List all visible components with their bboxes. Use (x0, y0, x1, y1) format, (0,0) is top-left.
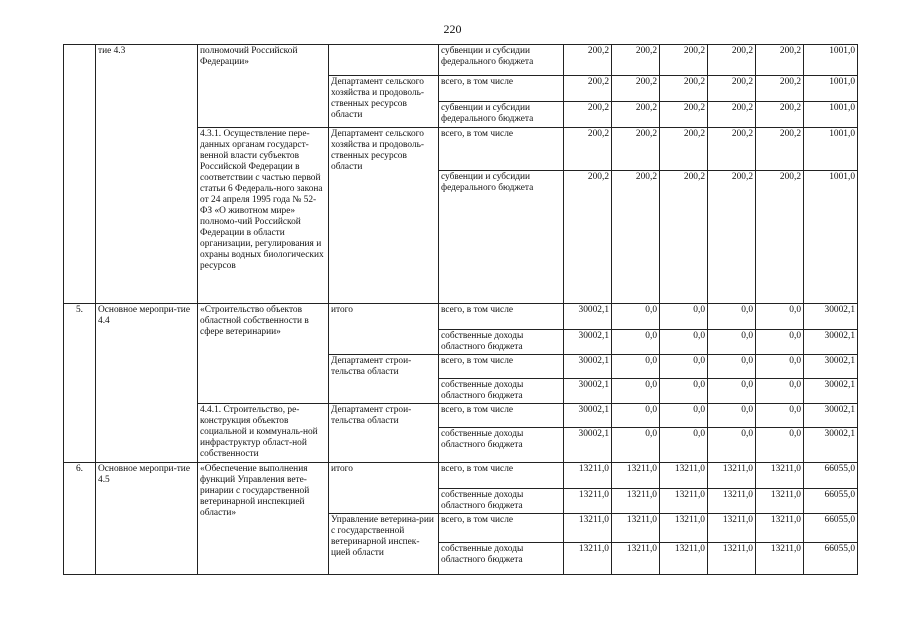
amount-cell: 0,0 (612, 379, 660, 404)
amount-cell: 0,0 (756, 379, 804, 404)
amount-cell: 66055,0 (804, 463, 858, 489)
executor-cell: Управление ветерина-рии с государственной ветеринарной инспек-цией области (329, 514, 439, 575)
amount-cell: 0,0 (612, 404, 660, 428)
row-number-cell (64, 45, 96, 304)
funding-source-cell: субвенции и субсидии федерального бюджета (439, 171, 564, 304)
amount-cell: 13211,0 (708, 489, 756, 514)
amount-cell: 0,0 (708, 304, 756, 330)
amount-cell: 200,2 (756, 102, 804, 128)
amount-cell: 13211,0 (660, 463, 708, 489)
program-name-cell: полномочий Российской Федерации» (198, 45, 329, 128)
amount-cell: 0,0 (660, 330, 708, 355)
amount-cell: 13211,0 (660, 543, 708, 575)
amount-cell: 66055,0 (804, 489, 858, 514)
amount-cell: 13211,0 (660, 489, 708, 514)
program-status-cell: тие 4.3 (96, 45, 198, 304)
funding-source-cell: собственные доходы областного бюджета (439, 543, 564, 575)
amount-cell: 0,0 (612, 330, 660, 355)
table-body (64, 45, 858, 575)
amount-cell: 200,2 (708, 76, 756, 102)
amount-cell: 200,2 (612, 76, 660, 102)
amount-cell: 30002,1 (804, 428, 858, 463)
amount-cell: 13211,0 (708, 543, 756, 575)
amount-cell: 13211,0 (564, 514, 612, 543)
amount-cell: 13211,0 (564, 463, 612, 489)
amount-cell: 200,2 (564, 45, 612, 76)
amount-cell: 66055,0 (804, 543, 858, 575)
budget-table (63, 44, 858, 575)
amount-cell: 13211,0 (612, 463, 660, 489)
amount-cell: 13211,0 (564, 543, 612, 575)
funding-source-cell: собственные доходы областного бюджета (439, 489, 564, 514)
program-name-cell: «Обеспечение выполнения функций Управления вете-ринарии с государственной ветеринарной инспекцией области» (198, 463, 329, 575)
amount-cell: 13211,0 (564, 489, 612, 514)
funding-source-cell: всего, в том числе (439, 404, 564, 428)
amount-cell: 0,0 (660, 379, 708, 404)
program-status-cell: Основное меропри-тие 4.5 (96, 463, 198, 575)
amount-cell: 200,2 (660, 171, 708, 304)
amount-cell: 0,0 (708, 379, 756, 404)
amount-cell: 1001,0 (804, 45, 858, 76)
amount-cell: 30002,1 (804, 355, 858, 379)
amount-cell: 200,2 (756, 45, 804, 76)
amount-cell: 0,0 (756, 330, 804, 355)
amount-cell: 200,2 (708, 45, 756, 76)
amount-cell: 200,2 (612, 45, 660, 76)
amount-cell: 13211,0 (612, 543, 660, 575)
amount-cell: 0,0 (612, 428, 660, 463)
amount-cell: 200,2 (660, 45, 708, 76)
amount-cell: 200,2 (564, 76, 612, 102)
executor-cell: Департамент сельского хозяйства и продоволь-ственных ресурсов области (329, 76, 439, 128)
amount-cell: 200,2 (612, 102, 660, 128)
funding-source-cell: всего, в том числе (439, 514, 564, 543)
amount-cell: 1001,0 (804, 102, 858, 128)
amount-cell: 30002,1 (564, 379, 612, 404)
funding-source-cell: всего, в том числе (439, 128, 564, 171)
program-name-cell: «Строительство объектов областной собственности в сфере ветеринарии» (198, 304, 329, 404)
funding-source-cell: собственные доходы областного бюджета (439, 330, 564, 355)
amount-cell: 200,2 (708, 128, 756, 171)
amount-cell: 30002,1 (804, 404, 858, 428)
amount-cell: 0,0 (660, 355, 708, 379)
row-number-cell: 6. (64, 463, 96, 575)
program-name-cell: 4.4.1. Строительство, ре-конструкция объектов социальной и коммуналь-ной инфраструктур област-ной собственности (198, 404, 329, 463)
funding-source-cell: субвенции и субсидии федерального бюджета (439, 102, 564, 128)
funding-source-cell: всего, в том числе (439, 463, 564, 489)
amount-cell: 0,0 (612, 355, 660, 379)
amount-cell: 200,2 (756, 171, 804, 304)
amount-cell: 1001,0 (804, 128, 858, 171)
amount-cell: 200,2 (756, 128, 804, 171)
funding-source-cell: собственные доходы областного бюджета (439, 379, 564, 404)
funding-source-cell: субвенции и субсидии федерального бюджета (439, 45, 564, 76)
amount-cell: 0,0 (612, 304, 660, 330)
program-status-cell: Основное меропри-тие 4.4 (96, 304, 198, 463)
amount-cell: 200,2 (612, 171, 660, 304)
page-number: 220 (443, 22, 462, 36)
amount-cell: 0,0 (708, 404, 756, 428)
amount-cell: 200,2 (564, 171, 612, 304)
amount-cell: 13211,0 (612, 514, 660, 543)
amount-cell: 66055,0 (804, 514, 858, 543)
amount-cell: 200,2 (612, 128, 660, 171)
amount-cell: 0,0 (660, 304, 708, 330)
table-row (64, 45, 858, 76)
amount-cell: 200,2 (660, 102, 708, 128)
amount-cell: 30002,1 (564, 330, 612, 355)
amount-cell: 13211,0 (756, 489, 804, 514)
amount-cell: 1001,0 (804, 171, 858, 304)
amount-cell: 0,0 (708, 428, 756, 463)
amount-cell: 30002,1 (564, 355, 612, 379)
amount-cell: 0,0 (660, 404, 708, 428)
funding-source-cell: всего, в том числе (439, 76, 564, 102)
amount-cell: 0,0 (756, 428, 804, 463)
executor-cell: Департамент строи-тельства области (329, 404, 439, 463)
program-name-cell: 4.3.1. Осуществление пере-данных органам государст-венной власти субъектов Российской Федерации в соответствии с частью первой статьи 6 Федераль-ного закона от 24 апреля 1995 года № 52-ФЗ «О животном мире» полномо-чий Российской Федерации в области организации, регулирования и охраны водных биологических ресурсов (198, 128, 329, 304)
amount-cell: 13211,0 (612, 489, 660, 514)
amount-cell: 0,0 (756, 404, 804, 428)
executor-cell: Департамент сельского хозяйства и продоволь-ственных ресурсов области (329, 128, 439, 304)
row-number-cell: 5. (64, 304, 96, 463)
amount-cell: 30002,1 (564, 404, 612, 428)
amount-cell: 30002,1 (804, 304, 858, 330)
amount-cell: 13211,0 (708, 514, 756, 543)
table-row (64, 463, 858, 489)
amount-cell: 0,0 (756, 355, 804, 379)
amount-cell: 0,0 (756, 304, 804, 330)
amount-cell: 0,0 (708, 330, 756, 355)
amount-cell: 13211,0 (756, 543, 804, 575)
amount-cell: 1001,0 (804, 76, 858, 102)
amount-cell: 30002,1 (804, 330, 858, 355)
amount-cell: 13211,0 (756, 514, 804, 543)
amount-cell: 30002,1 (564, 428, 612, 463)
amount-cell: 200,2 (660, 76, 708, 102)
amount-cell: 13211,0 (660, 514, 708, 543)
funding-source-cell: всего, в том числе (439, 355, 564, 379)
amount-cell: 30002,1 (564, 304, 612, 330)
amount-cell: 200,2 (564, 102, 612, 128)
funding-source-cell: всего, в том числе (439, 304, 564, 330)
amount-cell: 200,2 (756, 76, 804, 102)
amount-cell: 13211,0 (756, 463, 804, 489)
executor-cell: итого (329, 463, 439, 514)
amount-cell: 30002,1 (804, 379, 858, 404)
amount-cell: 0,0 (708, 355, 756, 379)
executor-cell: итого (329, 304, 439, 355)
executor-cell (329, 45, 439, 76)
table-row (64, 304, 858, 330)
amount-cell: 13211,0 (708, 463, 756, 489)
amount-cell: 200,2 (660, 128, 708, 171)
amount-cell: 200,2 (708, 102, 756, 128)
amount-cell: 0,0 (660, 428, 708, 463)
funding-source-cell: собственные доходы областного бюджета (439, 428, 564, 463)
amount-cell: 200,2 (708, 171, 756, 304)
amount-cell: 200,2 (564, 128, 612, 171)
executor-cell: Департамент строи-тельства области (329, 355, 439, 404)
